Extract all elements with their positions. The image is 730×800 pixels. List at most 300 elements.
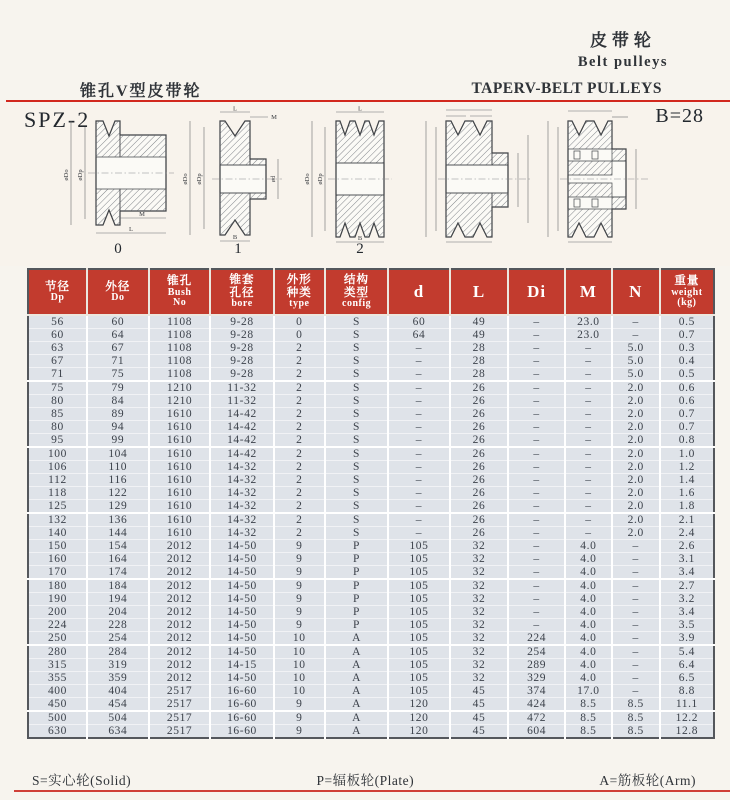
- table-cell: –: [565, 447, 612, 461]
- table-cell: 10: [274, 685, 325, 698]
- table-cell: 136: [87, 513, 149, 527]
- table-cell: 194: [87, 593, 149, 606]
- table-cell: S: [325, 421, 388, 434]
- table-cell: 315: [28, 659, 87, 672]
- table-cell: 1610: [149, 527, 211, 540]
- table-cell: –: [565, 381, 612, 395]
- table-cell: 359: [87, 672, 149, 685]
- table-cell: 1610: [149, 461, 211, 474]
- table-cell: 32: [450, 553, 508, 566]
- table-cell: 9-28: [210, 315, 273, 329]
- table-cell: 2.0: [612, 395, 660, 408]
- table-cell: –: [565, 500, 612, 514]
- table-cell: S: [325, 342, 388, 355]
- table-cell: 3.1: [660, 553, 714, 566]
- table-cell: –: [612, 659, 660, 672]
- table-cell: 1610: [149, 500, 211, 514]
- table-cell: 14-50: [210, 632, 273, 646]
- table-cell: 26: [450, 487, 508, 500]
- table-cell: 1108: [149, 342, 211, 355]
- table-row: [28, 606, 714, 619]
- table-cell: 14-42: [210, 408, 273, 421]
- table-cell: 0.7: [660, 408, 714, 421]
- table-cell: 14-42: [210, 447, 273, 461]
- table-cell: 4.0: [565, 645, 612, 659]
- table-cell: 26: [450, 408, 508, 421]
- table-cell: 12.8: [660, 725, 714, 739]
- pulley-diagram-icon: [418, 105, 538, 245]
- table-cell: 9: [274, 553, 325, 566]
- table-cell: 71: [87, 355, 149, 368]
- table-cell: A: [325, 725, 388, 739]
- page-title-cn: 皮带轮: [589, 31, 656, 50]
- table-cell: –: [612, 329, 660, 342]
- table-cell: 2012: [149, 632, 211, 646]
- table-cell: –: [388, 421, 450, 434]
- table-cell: 2.0: [612, 527, 660, 540]
- table-cell: 0.5: [660, 315, 714, 329]
- dim-label: øDo: [182, 173, 189, 185]
- table-cell: –: [508, 381, 565, 395]
- table-cell: 1108: [149, 315, 211, 329]
- table-cell: 45: [450, 698, 508, 712]
- table-cell: 1.6: [660, 487, 714, 500]
- section-title-cn: 锥孔V型皮带轮: [80, 83, 202, 100]
- table-cell: –: [508, 500, 565, 514]
- table-cell: 2: [274, 527, 325, 540]
- table-cell: 3.2: [660, 593, 714, 606]
- table-cell: 8.5: [612, 725, 660, 739]
- table-cell: 4.0: [565, 593, 612, 606]
- table-cell: 12.2: [660, 711, 714, 725]
- table-cell: 14-15: [210, 659, 273, 672]
- table-cell: 1610: [149, 421, 211, 434]
- table-cell: 2517: [149, 698, 211, 712]
- table-cell: 3.4: [660, 606, 714, 619]
- table-cell: 16-60: [210, 698, 273, 712]
- table-cell: –: [508, 566, 565, 580]
- table-cell: 26: [450, 434, 508, 448]
- table-cell: 94: [87, 421, 149, 434]
- table-cell: –: [388, 342, 450, 355]
- table-cell: 1108: [149, 368, 211, 382]
- column-header: 重量 weight (kg): [660, 269, 714, 315]
- table-cell: –: [508, 342, 565, 355]
- table-cell: S: [325, 527, 388, 540]
- table-cell: 4.0: [565, 579, 612, 593]
- table-cell: 64: [388, 329, 450, 342]
- table-cell: –: [508, 421, 565, 434]
- table-cell: –: [508, 368, 565, 382]
- table-cell: 604: [508, 725, 565, 739]
- table-cell: 1210: [149, 395, 211, 408]
- table-cell: 11-32: [210, 381, 273, 395]
- table-cell: 112: [28, 474, 87, 487]
- table-cell: 120: [388, 698, 450, 712]
- dim-label: L: [233, 105, 237, 113]
- table-cell: 2012: [149, 606, 211, 619]
- table-cell: 2.0: [612, 474, 660, 487]
- table-cell: 170: [28, 566, 87, 580]
- table-cell: 14-32: [210, 527, 273, 540]
- table-cell: 104: [87, 447, 149, 461]
- table-cell: 16-60: [210, 725, 273, 739]
- table-row: [28, 368, 714, 382]
- table-cell: 14-50: [210, 579, 273, 593]
- table-cell: –: [565, 395, 612, 408]
- table-cell: 32: [450, 579, 508, 593]
- table-cell: 2: [274, 368, 325, 382]
- belt-width-label: B=28: [655, 105, 704, 127]
- table-cell: 2012: [149, 593, 211, 606]
- table-cell: –: [612, 672, 660, 685]
- table-cell: 125: [28, 500, 87, 514]
- table-cell: 1.8: [660, 500, 714, 514]
- table-cell: 105: [388, 619, 450, 632]
- table-cell: 105: [388, 685, 450, 698]
- table-cell: –: [388, 500, 450, 514]
- table-cell: 355: [28, 672, 87, 685]
- table-cell: 5.0: [612, 355, 660, 368]
- table-cell: 9: [274, 619, 325, 632]
- table-cell: 99: [87, 434, 149, 448]
- table-cell: 14-32: [210, 487, 273, 500]
- table-cell: 26: [450, 395, 508, 408]
- pulley-drawing-type-2: [300, 105, 420, 258]
- table-cell: 45: [450, 685, 508, 698]
- table-cell: 10: [274, 632, 325, 646]
- table-cell: 1108: [149, 355, 211, 368]
- table-cell: 26: [450, 527, 508, 540]
- table-cell: 472: [508, 711, 565, 725]
- table-cell: 100: [28, 447, 87, 461]
- table-cell: –: [565, 408, 612, 421]
- table-cell: 49: [450, 315, 508, 329]
- table-cell: 14-32: [210, 474, 273, 487]
- table-row: [28, 685, 714, 698]
- dim-label: B: [232, 234, 238, 241]
- table-cell: –: [508, 408, 565, 421]
- table-row: [28, 527, 714, 540]
- table-cell: –: [388, 355, 450, 368]
- table-cell: 404: [87, 685, 149, 698]
- table-cell: 1610: [149, 408, 211, 421]
- table-cell: 60: [388, 315, 450, 329]
- table-cell: 2517: [149, 685, 211, 698]
- table-cell: 8.5: [612, 698, 660, 712]
- table-cell: 2.0: [612, 513, 660, 527]
- table-cell: 374: [508, 685, 565, 698]
- legend-plate: P=辐板轮(Plate): [316, 773, 415, 788]
- table-cell: 1108: [149, 329, 211, 342]
- table-cell: 1.0: [660, 447, 714, 461]
- table-cell: P: [325, 593, 388, 606]
- table-cell: 26: [450, 513, 508, 527]
- table-cell: 0.6: [660, 381, 714, 395]
- table-cell: 8.5: [565, 698, 612, 712]
- table-cell: 32: [450, 540, 508, 553]
- table-cell: 105: [388, 645, 450, 659]
- pulley-drawing-type-10: [540, 105, 660, 241]
- table-cell: 10: [274, 645, 325, 659]
- table-row: [28, 487, 714, 500]
- table-cell: 224: [28, 619, 87, 632]
- table-cell: –: [508, 355, 565, 368]
- table-cell: 9: [274, 579, 325, 593]
- table-cell: S: [325, 355, 388, 368]
- table-cell: 132: [28, 513, 87, 527]
- table-cell: –: [388, 527, 450, 540]
- table-cell: 4.0: [565, 566, 612, 580]
- table-row: [28, 513, 714, 527]
- table-cell: –: [388, 408, 450, 421]
- table-cell: 14-50: [210, 672, 273, 685]
- table-cell: –: [612, 593, 660, 606]
- table-cell: –: [612, 315, 660, 329]
- table-cell: 4.0: [565, 619, 612, 632]
- table-cell: 105: [388, 606, 450, 619]
- table-cell: 0.6: [660, 395, 714, 408]
- red-rule-bottom: [14, 790, 730, 792]
- table-cell: 2: [274, 500, 325, 514]
- table-cell: 71: [28, 368, 87, 382]
- pulley-drawing-type-9: [418, 105, 538, 241]
- table-cell: –: [388, 395, 450, 408]
- legend: [32, 769, 696, 789]
- table-cell: 3.9: [660, 632, 714, 646]
- table-cell: 105: [388, 632, 450, 646]
- table-cell: 2: [274, 395, 325, 408]
- table-row: [28, 381, 714, 395]
- table-cell: 329: [508, 672, 565, 685]
- table-cell: 14-32: [210, 513, 273, 527]
- table-cell: 0.4: [660, 355, 714, 368]
- table-cell: P: [325, 540, 388, 553]
- table-cell: 2.4: [660, 527, 714, 540]
- table-cell: –: [388, 447, 450, 461]
- table-cell: –: [612, 540, 660, 553]
- dim-label: øDp: [77, 169, 84, 181]
- table-cell: 32: [450, 593, 508, 606]
- table-cell: –: [508, 447, 565, 461]
- table-cell: 2012: [149, 645, 211, 659]
- table-cell: 105: [388, 553, 450, 566]
- column-header: 锥套 孔径 bore: [210, 269, 273, 315]
- table-cell: 105: [388, 672, 450, 685]
- table-cell: 9: [274, 540, 325, 553]
- pulley-diagram-icon: [178, 105, 298, 245]
- table-cell: 9: [274, 593, 325, 606]
- table-cell: –: [565, 421, 612, 434]
- table-cell: 0.7: [660, 421, 714, 434]
- table-cell: 2.0: [612, 461, 660, 474]
- table-cell: 250: [28, 632, 87, 646]
- table-cell: –: [565, 355, 612, 368]
- table-row: [28, 434, 714, 448]
- table-cell: 11-32: [210, 395, 273, 408]
- table-cell: 28: [450, 342, 508, 355]
- table-cell: 8.5: [612, 711, 660, 725]
- table-cell: –: [612, 579, 660, 593]
- table-row: [28, 632, 714, 646]
- table-cell: 14-50: [210, 540, 273, 553]
- table-cell: 2: [274, 434, 325, 448]
- table-cell: 26: [450, 447, 508, 461]
- table-cell: 64: [87, 329, 149, 342]
- table-cell: 0.8: [660, 434, 714, 448]
- dim-label: L: [129, 226, 133, 233]
- page-title-block: [578, 26, 668, 71]
- table-cell: 2012: [149, 672, 211, 685]
- table-cell: 1610: [149, 434, 211, 448]
- table-cell: 174: [87, 566, 149, 580]
- table-row: [28, 500, 714, 514]
- table-cell: 26: [450, 500, 508, 514]
- table-cell: 116: [87, 474, 149, 487]
- table-cell: 3.4: [660, 566, 714, 580]
- table-cell: –: [508, 434, 565, 448]
- table-cell: –: [508, 329, 565, 342]
- table-cell: 4.0: [565, 553, 612, 566]
- table-cell: 5.0: [612, 368, 660, 382]
- table-cell: 14-50: [210, 606, 273, 619]
- table-cell: 289: [508, 659, 565, 672]
- page-title-en: Belt pulleys: [577, 54, 668, 70]
- table-cell: 1610: [149, 447, 211, 461]
- table-cell: 56: [28, 315, 87, 329]
- table-cell: 0.7: [660, 329, 714, 342]
- column-header: N: [612, 269, 660, 315]
- dim-label: B: [357, 235, 363, 242]
- table-cell: S: [325, 434, 388, 448]
- table-cell: –: [388, 513, 450, 527]
- table-cell: 164: [87, 553, 149, 566]
- table-cell: 26: [450, 381, 508, 395]
- table-cell: –: [565, 368, 612, 382]
- table-row: [28, 540, 714, 553]
- table-cell: 32: [450, 619, 508, 632]
- table-cell: 284: [87, 645, 149, 659]
- table-cell: –: [565, 513, 612, 527]
- table-cell: 254: [508, 645, 565, 659]
- column-header: 结构 类型 config: [325, 269, 388, 315]
- table-cell: S: [325, 474, 388, 487]
- table-cell: 154: [87, 540, 149, 553]
- table-cell: 1610: [149, 513, 211, 527]
- table-cell: 2.0: [612, 381, 660, 395]
- table-cell: 450: [28, 698, 87, 712]
- table-cell: 32: [450, 672, 508, 685]
- table-row: [28, 579, 714, 593]
- dim-label: M: [139, 211, 145, 218]
- table-cell: 1.4: [660, 474, 714, 487]
- table-cell: 122: [87, 487, 149, 500]
- table-cell: 105: [388, 579, 450, 593]
- table-cell: 0.5: [660, 368, 714, 382]
- table-cell: –: [612, 619, 660, 632]
- table-cell: 95: [28, 434, 87, 448]
- table-cell: 2012: [149, 659, 211, 672]
- table-cell: –: [612, 685, 660, 698]
- table-cell: 67: [87, 342, 149, 355]
- table-cell: 16-60: [210, 711, 273, 725]
- table-cell: 79: [87, 381, 149, 395]
- table-cell: S: [325, 395, 388, 408]
- table-cell: 2: [274, 474, 325, 487]
- table-cell: 14-50: [210, 593, 273, 606]
- table-cell: 118: [28, 487, 87, 500]
- pulley-drawing-type-1: [178, 105, 298, 258]
- table-cell: –: [508, 540, 565, 553]
- table-cell: A: [325, 645, 388, 659]
- table-cell: 200: [28, 606, 87, 619]
- table-cell: 630: [28, 725, 87, 739]
- table-cell: –: [508, 487, 565, 500]
- table-cell: S: [325, 329, 388, 342]
- table-cell: A: [325, 685, 388, 698]
- table-cell: 9: [274, 725, 325, 739]
- table-cell: 75: [87, 368, 149, 382]
- table-cell: 2.0: [612, 500, 660, 514]
- table-cell: 84: [87, 395, 149, 408]
- diagram-caption: 2: [356, 241, 364, 257]
- table-cell: –: [508, 619, 565, 632]
- dim-label: øDo: [304, 173, 311, 185]
- table-cell: 2012: [149, 566, 211, 580]
- table-cell: 105: [388, 659, 450, 672]
- table-cell: 1.2: [660, 461, 714, 474]
- table-cell: –: [388, 434, 450, 448]
- table-cell: P: [325, 566, 388, 580]
- table-cell: 400: [28, 685, 87, 698]
- table-cell: 180: [28, 579, 87, 593]
- table-cell: 14-50: [210, 619, 273, 632]
- table-cell: 2: [274, 513, 325, 527]
- table-cell: 85: [28, 408, 87, 421]
- table-cell: –: [565, 434, 612, 448]
- table-cell: 204: [87, 606, 149, 619]
- table-cell: 2.0: [612, 434, 660, 448]
- table-cell: 2: [274, 355, 325, 368]
- section-title-en: TAPERV-BELT PULLEYS: [471, 80, 662, 97]
- table-cell: 49: [450, 329, 508, 342]
- table-cell: 2: [274, 408, 325, 421]
- table-cell: –: [388, 487, 450, 500]
- diagram-caption: 0: [114, 241, 122, 257]
- table-row: [28, 672, 714, 685]
- table-cell: S: [325, 513, 388, 527]
- table-cell: 9: [274, 698, 325, 712]
- table-cell: A: [325, 672, 388, 685]
- table-cell: 160: [28, 553, 87, 566]
- column-header: d: [388, 269, 450, 315]
- table-row: [28, 553, 714, 566]
- table-cell: 9-28: [210, 355, 273, 368]
- table-cell: –: [508, 461, 565, 474]
- column-header: 外径 Do: [87, 269, 149, 315]
- table-cell: 9: [274, 566, 325, 580]
- table-cell: 150: [28, 540, 87, 553]
- table-cell: 2517: [149, 711, 211, 725]
- table-row: [28, 329, 714, 342]
- table-cell: 14-32: [210, 500, 273, 514]
- table-cell: A: [325, 659, 388, 672]
- table-cell: –: [612, 632, 660, 646]
- model-label: SPZ-2: [24, 107, 91, 132]
- table-cell: 224: [508, 632, 565, 646]
- table-cell: –: [508, 513, 565, 527]
- table-cell: 28: [450, 368, 508, 382]
